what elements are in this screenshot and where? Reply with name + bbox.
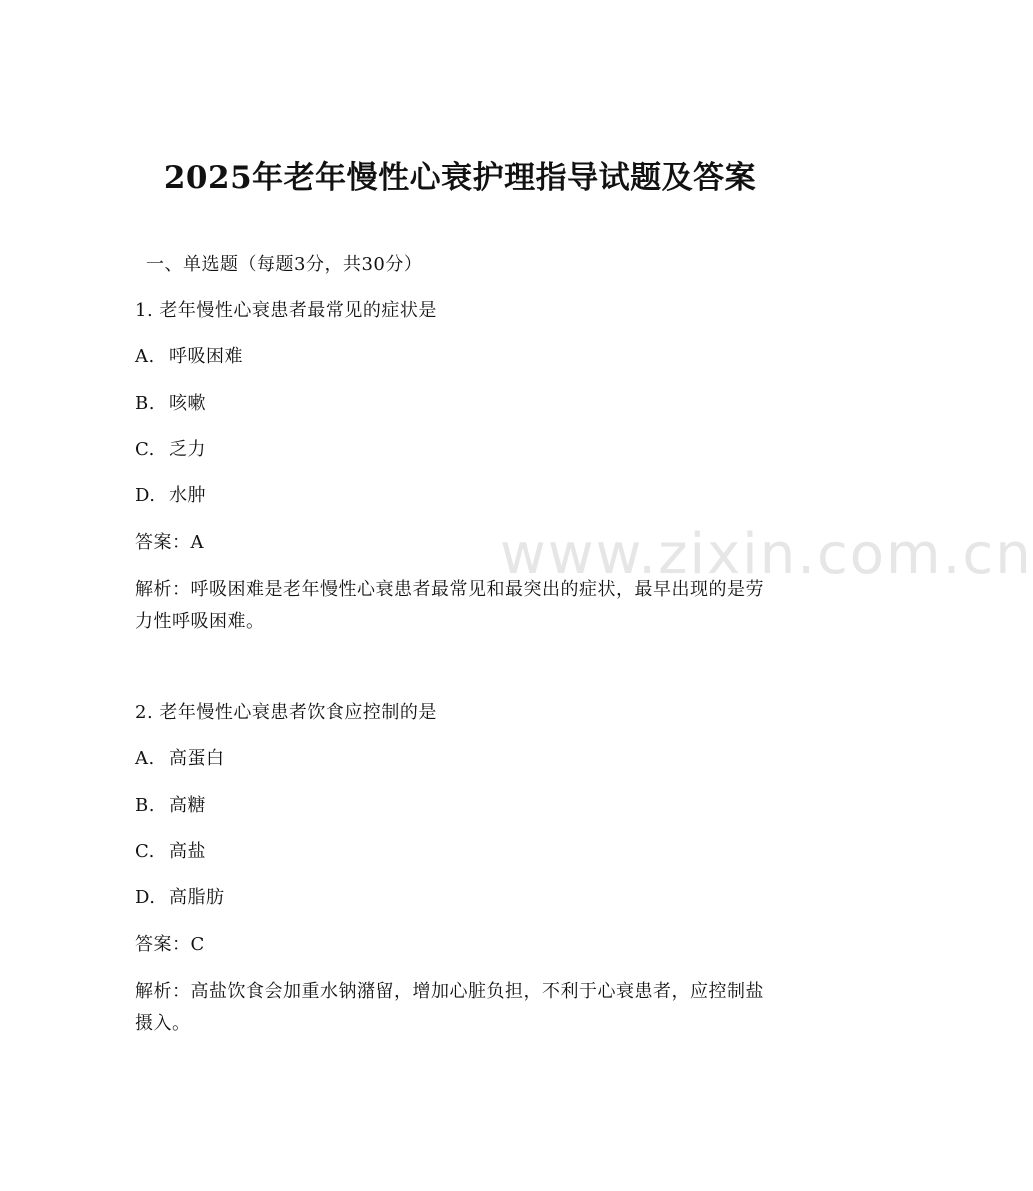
option-letter: B. xyxy=(135,795,155,816)
option-letter: A. xyxy=(135,748,155,769)
watermark: www.zixin.com.cn xyxy=(500,522,1033,587)
option-row xyxy=(135,791,785,821)
answer-line: 答案：C xyxy=(135,934,205,955)
option-row xyxy=(135,744,785,774)
option-letter: B. xyxy=(135,393,155,414)
option-text: 高蛋白 xyxy=(169,748,225,769)
answer-line: 答案：A xyxy=(135,532,204,553)
option-text: 高盐 xyxy=(169,841,206,862)
option-text: 高脂肪 xyxy=(169,887,225,908)
option-row xyxy=(135,883,785,913)
question-stem: 2. 老年慢性心衰患者饮食应控制的是 xyxy=(135,702,437,723)
option-row xyxy=(135,837,785,867)
option-text: 呼吸困难 xyxy=(169,346,243,367)
analysis-text: 解析：高盐饮食会加重水钠潴留，增加心脏负担，不利于心衰患者，应控制盐摄入。 xyxy=(135,981,764,1034)
page-title: 2025年老年慢性心衰护理指导试题及答案 xyxy=(163,160,757,196)
option-row xyxy=(135,342,785,372)
option-letter: C. xyxy=(135,841,155,862)
option-text: 乏力 xyxy=(169,439,206,460)
option-row xyxy=(135,481,785,511)
option-letter: D. xyxy=(135,887,156,908)
option-letter: D. xyxy=(135,485,156,506)
option-text: 高糖 xyxy=(169,795,206,816)
option-text: 咳嗽 xyxy=(169,393,206,414)
section-heading: 一、单选题（每题3分，共30分） xyxy=(146,254,423,275)
option-row xyxy=(135,435,785,465)
option-text: 水肿 xyxy=(169,485,206,506)
analysis-text: 解析：呼吸困难是老年慢性心衰患者最常见和最突出的症状，最早出现的是劳力性呼吸困难。 xyxy=(135,579,764,632)
option-letter: C. xyxy=(135,439,155,460)
option-letter: A. xyxy=(135,346,155,367)
question-stem: 1. 老年慢性心衰患者最常见的症状是 xyxy=(135,300,437,321)
option-row xyxy=(135,389,785,419)
